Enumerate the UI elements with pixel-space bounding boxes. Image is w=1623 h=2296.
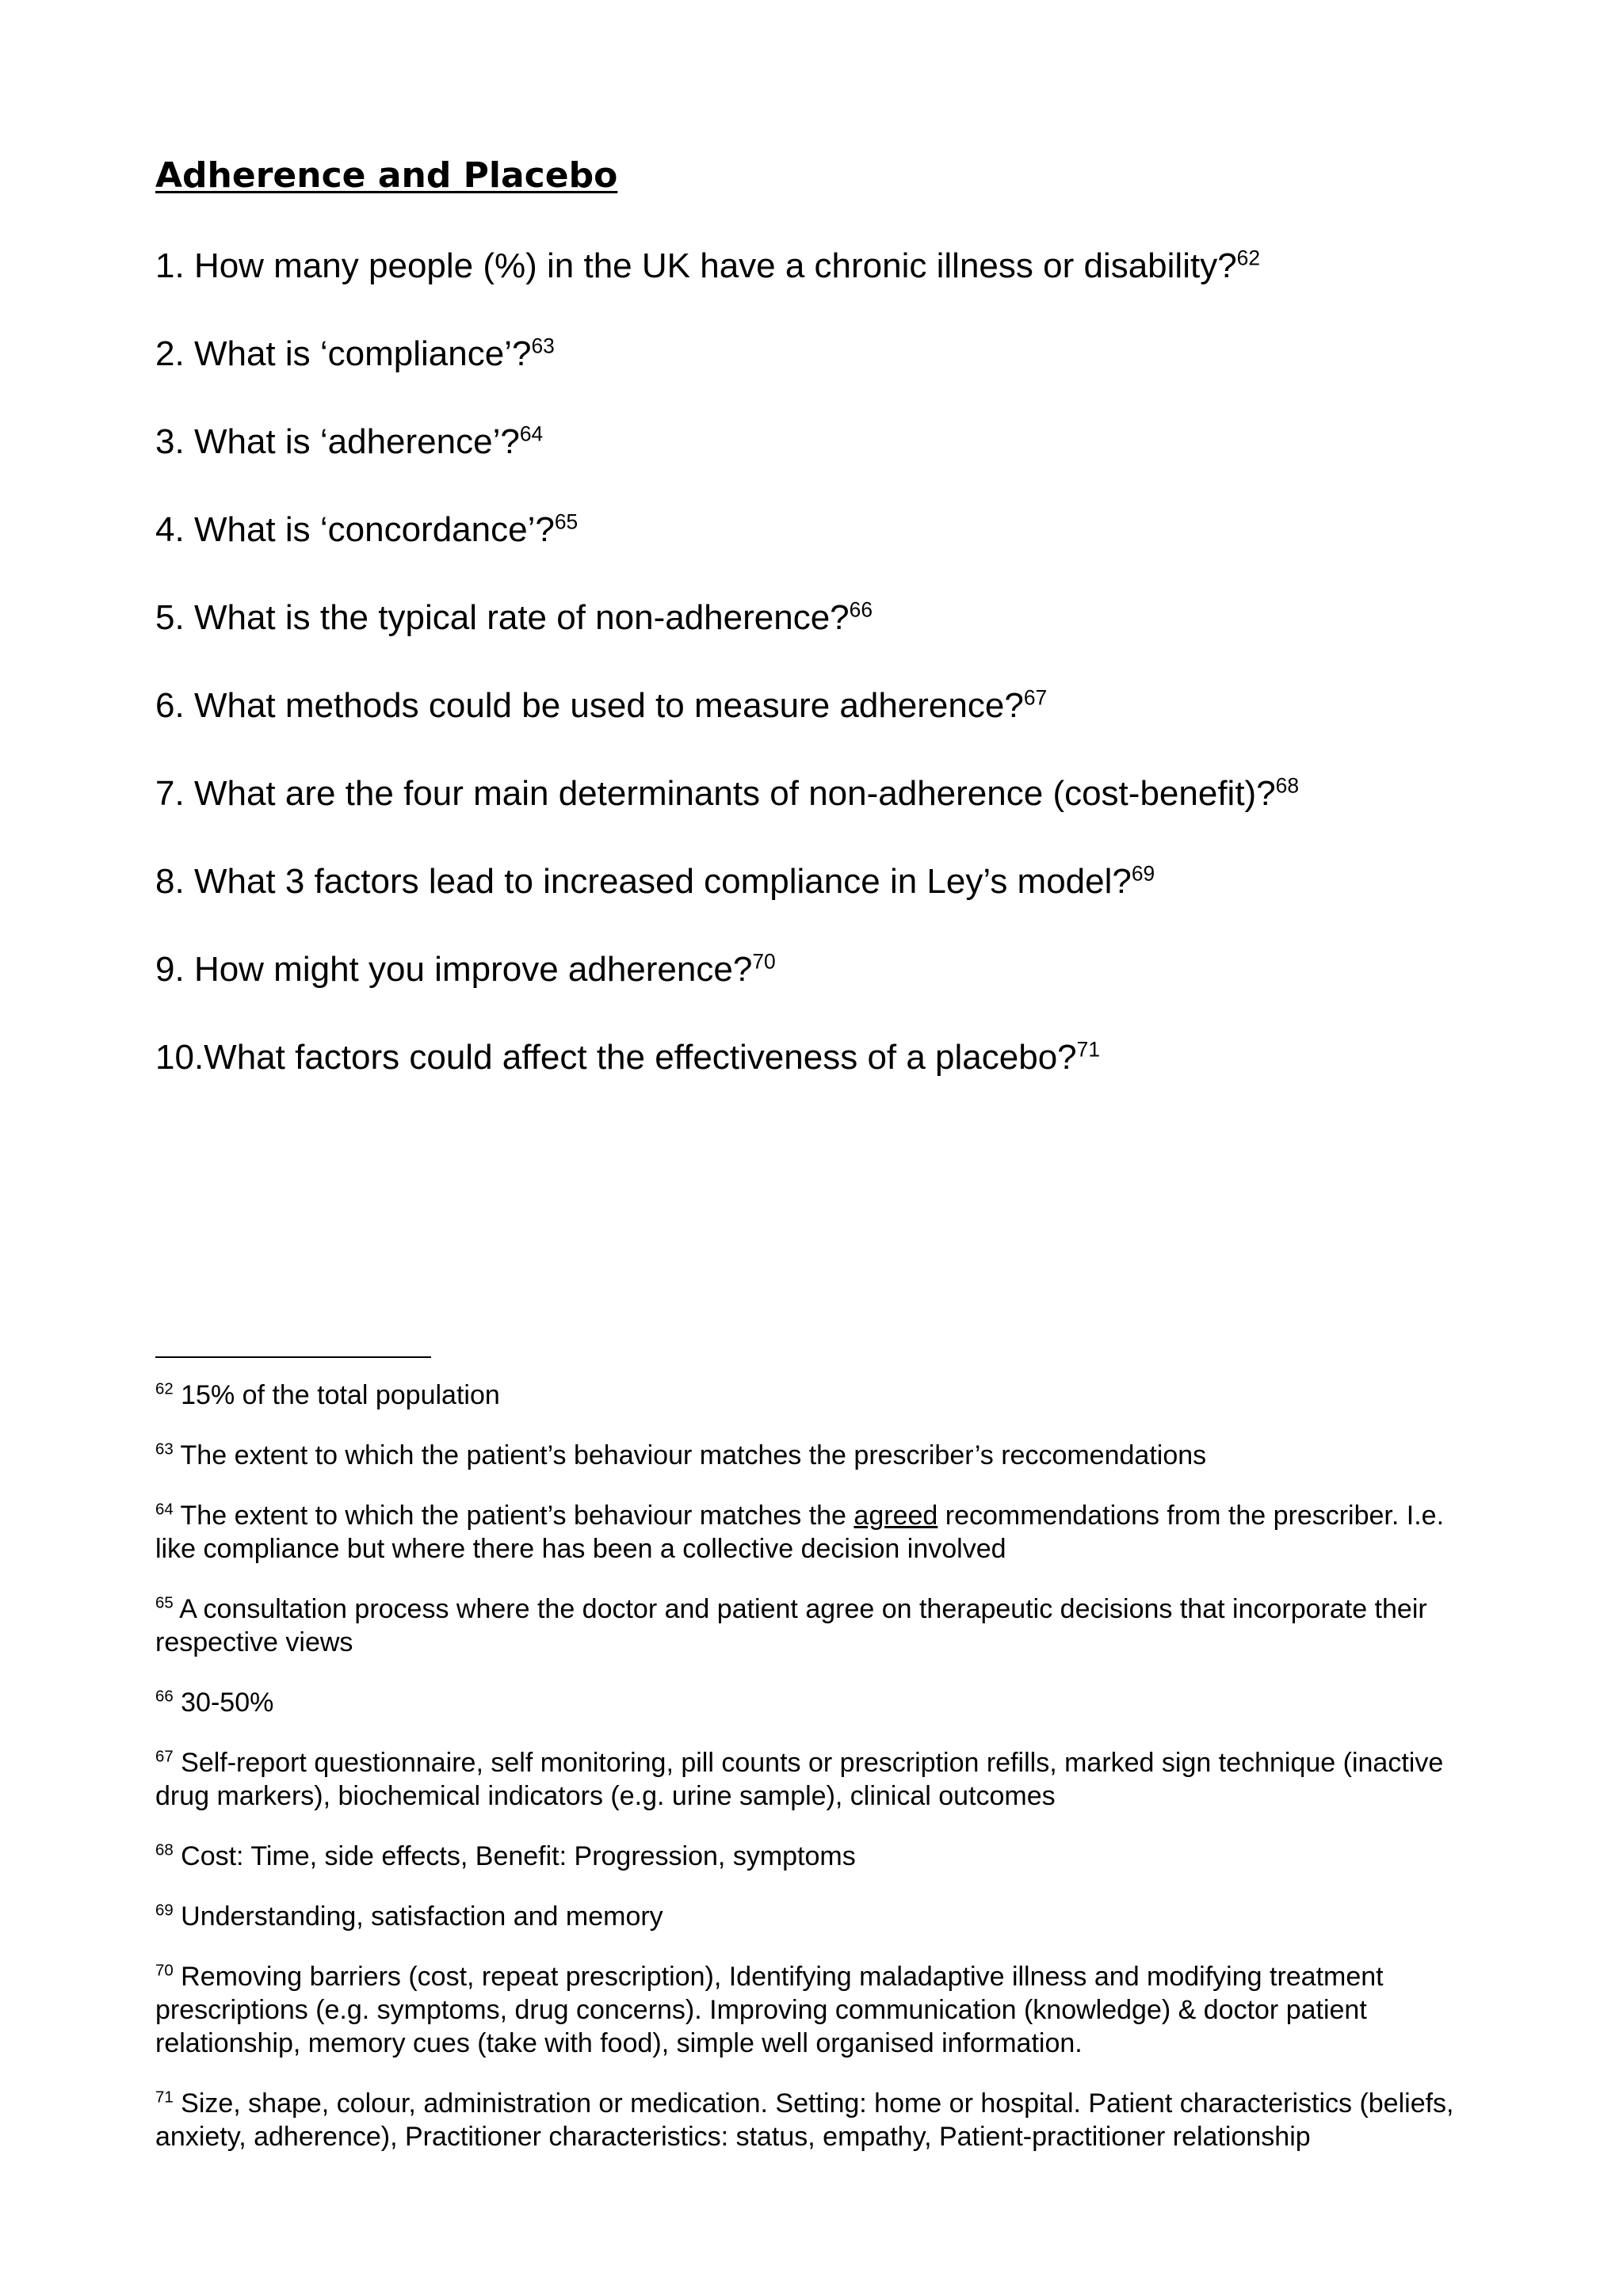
question-item: [155, 946, 1299, 1034]
question-number: 2.: [155, 334, 185, 373]
footnote-text: 30-50%: [181, 1688, 274, 1718]
footnote-item: [155, 1960, 1487, 2060]
question-item: [155, 682, 1299, 770]
footnote-item: [155, 2087, 1487, 2153]
footnote-number: 67: [155, 1748, 174, 1766]
question-list: [155, 242, 1299, 1122]
footnote-ref[interactable]: 70: [752, 949, 776, 974]
question-text: What are the four main determinants of non-adherence (cost-benefit)?: [193, 774, 1276, 813]
footnote-item: [155, 1499, 1487, 1566]
footnote-ref[interactable]: 71: [1076, 1037, 1101, 1062]
footnote-ref[interactable]: 64: [519, 421, 544, 446]
footnote-text: recommendations from the prescriber. I.e. like compliance but where there has been a collective decision involved: [155, 1501, 1445, 1564]
question-text: What 3 factors lead to increased compliance in Ley’s model?: [193, 862, 1132, 901]
footnote-emphasis: agreed: [854, 1501, 938, 1531]
footnote-number: 66: [155, 1688, 174, 1706]
footnote-list: [155, 1379, 1487, 2180]
footnote-text: Self-report questionnaire, self monitoring, pill counts or prescription refills, marked sign technique (inactive drug markers), biochemical indicators (e.g. urine sample), clinical outcomes: [155, 1748, 1444, 1811]
question-item: [155, 506, 1299, 594]
footnote-item: [155, 1439, 1487, 1472]
footnote-number: 68: [155, 1841, 174, 1859]
question-number: 1.: [155, 246, 185, 285]
footnote-ref[interactable]: 67: [1023, 685, 1048, 710]
question-number: 10.: [155, 1038, 204, 1077]
footnote-ref[interactable]: 63: [531, 334, 555, 358]
footnote-text: Understanding, satisfaction and memory: [181, 1901, 663, 1932]
footnote-ref[interactable]: 65: [554, 509, 579, 534]
question-text: What is ‘concordance’?: [193, 510, 555, 549]
question-number: 3.: [155, 422, 185, 461]
question-text: What is the typical rate of non-adherence?: [193, 598, 850, 637]
footnote-ref[interactable]: 62: [1236, 246, 1261, 270]
question-item: [155, 242, 1299, 330]
question-text: What is ‘adherence’?: [193, 422, 520, 461]
footnote-ref[interactable]: 69: [1131, 861, 1155, 886]
footnote-text: 15% of the total population: [181, 1380, 500, 1410]
question-text: What factors could affect the effectiveness of a placebo?: [204, 1038, 1077, 1077]
footnote-ref[interactable]: 66: [849, 597, 873, 622]
question-number: 8.: [155, 862, 185, 901]
question-item: [155, 330, 1299, 418]
footnote-item: [155, 1746, 1487, 1813]
footnote-text: Size, shape, colour, administration or medication. Setting: home or hospital. Patient characteristics (beliefs, anxiety, adherence), Practitioner characteristics: status, empathy, Patient-practitioner relationship: [155, 2088, 1454, 2152]
footnote-number: 63: [155, 1440, 174, 1459]
question-item: [155, 418, 1299, 506]
footnote-item: [155, 1840, 1487, 1873]
footnote-item: [155, 1686, 1487, 1719]
question-text: What methods could be used to measure adherence?: [193, 686, 1024, 725]
question-number: 5.: [155, 598, 185, 637]
footnote-text: Cost: Time, side effects, Benefit: Progression, symptoms: [181, 1841, 856, 1871]
question-item: [155, 1034, 1299, 1122]
question-item: [155, 858, 1299, 946]
question-item: [155, 594, 1299, 682]
footnote-item: [155, 1592, 1487, 1659]
footnote-item: [155, 1900, 1487, 1933]
question-text: How many people (%) in the UK have a chronic illness or disability?: [193, 246, 1237, 285]
footnote-divider: [155, 1356, 431, 1358]
question-text: What is ‘compliance’?: [193, 334, 532, 373]
footnote-number: 64: [155, 1501, 174, 1519]
footnote-text: A consultation process where the doctor and patient agree on therapeutic decisions that incorporate their respective views: [155, 1594, 1427, 1657]
question-number: 9.: [155, 950, 185, 989]
footnote-text: Removing barriers (cost, repeat prescription), Identifying maladaptive illness and modifying treatment prescriptions (e.g. symptoms, drug concerns). Improving communication (knowledge) & doctor patient relationship, memory cues (take with food), simple well organised information.: [155, 1962, 1384, 2058]
footnote-text: The extent to which the patient’s behaviour matches the prescriber’s reccomendations: [180, 1440, 1207, 1470]
question-item: [155, 770, 1299, 858]
footnote-ref[interactable]: 68: [1275, 773, 1300, 798]
question-number: 4.: [155, 510, 185, 549]
question-text: How might you improve adherence?: [193, 950, 753, 989]
footnote-number: 71: [155, 2088, 174, 2107]
footnote-number: 62: [155, 1380, 174, 1398]
footnote-number: 69: [155, 1901, 174, 1920]
page-title: Adherence and Placebo: [155, 155, 618, 196]
footnote-item: [155, 1379, 1487, 1412]
question-number: 7.: [155, 774, 185, 813]
footnote-text: The extent to which the patient’s behaviour matches the: [180, 1501, 854, 1531]
question-number: 6.: [155, 686, 185, 725]
footnote-number: 70: [155, 1962, 174, 1980]
footnote-number: 65: [155, 1594, 174, 1612]
